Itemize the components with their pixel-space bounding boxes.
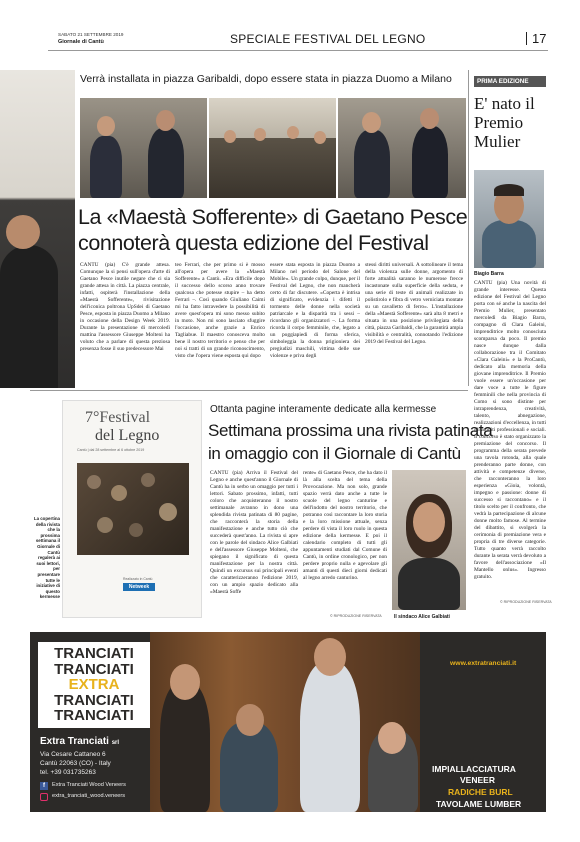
ad-logo-line-2: TRANCIATI [54,660,134,678]
magazine-sponsor-label: Realizzato in Cantù [123,577,153,581]
ad-phone: tel. +39 031735263 [40,769,96,776]
header-section: SPECIALE FESTIVAL DEL LEGNO [230,32,426,46]
header-divider [526,32,527,45]
ad-instagram[interactable]: extra_tranciati_wood.veneers [52,793,126,799]
sidebar-tag: PRIMA EDIZIONE [474,76,546,87]
magazine-sponsor-logo: Netweek [123,583,155,591]
ad-tagline-3: RADICHE BURL [448,787,513,797]
sidebar-headline: E' nato il Premio Mulier [474,94,535,151]
page-number: 17 [532,31,547,46]
ad-tagline-4: TAVOLAME LUMBER [436,799,522,809]
ad-company: Extra Tranciati [40,736,109,747]
magazine-logo-line2: del Legno [95,427,160,444]
page-header [48,28,548,52]
lead-column-4: stessi diritti universali. A sottolineare il tema della violenza sulle donne, argomento di forte attualità saranno le numerose frecce incastonate sulla superficie della seduta, e una serie di teste di animali realizzate in polistirolo e fibra di vetro verniciata montate su un cavalletto di ferro». L'installazione della «Maestà Sofferente» sarà alta 8 metri e situata in una posizione privilegiata della città, piazza Garibaldi, che la garantirà ampia visibilità e centralità, connotando l'edizione 2019 del Festival del Legno. [365,262,463,345]
lead-kicker: Verrà installata in piazza Garibaldi, dopo essere stata in piazza Duomo a Milano [80,73,452,85]
sidebar-body: CANTÙ (pia) Una novità di grande interesse. Questa edizione del Festival del Legno porta con sé anche la nascita del Premio Mulier, presentato mercoledì da Biagio Barra, compagno di Clara Galeini, imprenditrice molto conosciuta scomparsa da poco. Il premio nasce dunque dalla collaborazione tra il Comitato «Clara Galeini» e la ProCantù, dedicato alla memoria della giovane imprenditrice. Il Premio vuole essere un'occasione per dare voce a tutte le figure femminili che nella provincia di Como si sono distinte per intraprendenza, creatività, talento, abnegazione, realizzazioni d'eccellenza, in tutti gli ambiti professionali e sociali. Il concorso è stato organizzato la premiazione del concorso. Il programma della serata prevede una tavola rotonda, alla quale prenderanno parte donne, con attività e competenze diverse, che racconteranno la loro esperienza «Gioia, volontà, impegno e passione: donne di successo si raccontano» e il titolo scelto per il confronto, che vedrà la partecipazione di alcune donne molto famose. Al termine del dibattito, si svolgerà la cerimonia di premiazione vera e propria di tre diverse categorie. Tutto quanto verrà raccolto durante la serata verrà devoluto a favore dell'associazione «Il Mantello onlus». Ingresso gratuito. [474,280,546,580]
lead-photo-3 [338,98,466,198]
magazine-logo-dates: Cantù | dal 28 settembre al 6 ottobre 2019 [77,448,145,452]
header-paper: Giornale di Cantù [58,39,104,45]
header-date: SABATO 21 SETTEMBRE 2019 [58,32,124,37]
lead-vertical-rule [468,70,469,386]
facebook-icon[interactable]: f [40,782,48,790]
lead-column-1: CANTÙ (pia) C'è grande attesa. Comunque la si pensi sull'opera d'arte di Gaetano Pesce inutile negare che ci sia grande attesa in città. La piazza centrale, infatti, ospiterà l'installazione della «Maestà Sofferente», rivisitazione dell'iconica poltrona UpSdei di Gaetano Pesce, esposta in piazza Duomo a Milano in occasione della Design Week 2019. Durante la presentazione di mercoledì mattina l'assessore Giuseppe Molteni ha voluto che a parlare di questa preziosa presenza fosse il suo predecessore Mai [80,262,170,352]
ad-address-2: Cantù 22063 (CO) - Italy [40,760,111,767]
left-bleed-photo [0,70,75,388]
lead-photo-1 [80,98,207,198]
lead-headline-1: La «Maestà Sofferente» di Gaetano Pesce [78,205,468,229]
ad-company-suffix: srl [111,740,120,746]
lead-photo-2 [209,98,336,198]
ad-logo-line-5: TRANCIATI [54,707,134,724]
magazine-headline-2: in omaggio con il Giornale di Cantù [208,444,461,463]
magazine-kicker: Ottanta pagine interamente dedicate alla kermesse [210,404,437,415]
ad-logo-line-4: TRANCIATI [54,691,134,709]
instagram-icon[interactable] [40,793,48,801]
magazine-column-2: rente» di Gaetano Pesce, che ha dato il là alla scelta del tema della Provocazione. Ma non solo, grande spazio verrà dato anche a tutte le scuole del legno canturine e dell'indotto del nostro territorio, che potranno così raccontare la loro storia e la loro missione attuale, senza perdere di vista il loro ruolo in questa edizione della kermesse. E poi il calendario completo di tutti gli appuntamenti studiati dal Comune di Cantù, in ordine cronologico, per non perdere proprio nulla e agevolare gli amanti di questi dieci giorni dedicati al legno arredo canturino. [303,470,387,581]
ad-logo-box [38,642,150,728]
ad-tagline-1: IMPIALLACCIATURA [432,764,516,774]
ad-photo-background [150,632,420,812]
sidebar-copyright: © RIPRODUZIONE RISERVATA [500,600,552,604]
ad-logo-line-1: TRANCIATI [54,645,134,662]
ad-company-name [40,736,119,747]
ad-website[interactable]: www.extratranciati.it [450,660,517,667]
header-rule [48,50,548,51]
magazine-cover-image [77,463,189,555]
magazine-copyright: © RIPRODUZIONE RISERVATA [330,614,382,618]
magazine-column-1: CANTÙ (pia) Arriva il Festival del Legno e anche quest'anno il Giornale di Cantù ha in serbo un omaggio per tutti i lettori. Sabato prossimo, infatti, tutti coloro che acquisteranno il nostro settimanale avranno in dono una splendida rivista patinata di 80 pagine, che racconterà la storia della manifestazione e anche tutto ciò che succederà quest'anno. La rivista si apre con le parole del sindaco Alice Galbiati e dell'assessore Giuseppe Molteni, che spiegano il significato di questa manifestazione per la nostra città. Quindi un excursus sui principali eventi che caratterizzeranno l'edizione 2019, con un ampio spazio dedicato alla «Maestà Soffe [210,470,298,595]
magazine-cover-box [62,400,202,618]
ad-tagline-2: VENEER [460,775,495,785]
sidebar-portrait [474,170,544,268]
ad-address-1: Via Cesare Cattaneo 6 [40,751,106,758]
lead-column-3: essere stata esposta in piazza Duomo a Milano nel periodo del Salone del Mobile». Un grande colpo, dunque, per il Festival del Legno, che non mancherà certo di far discutere. «Coperta è intrisa di significato, evidenzia i difetti il tormento delle donne nella società patriarcale e la disparità tra i sessi – ricordano gli organizzatori –. La forma ricorda il corpo femminile, che, legato a un poggiapiedi di forma sferica, simboleggia la donna prigioniera dei pregiudizi maschili, vittima delle sue violenze e priva degli [270,262,360,359]
lead-column-2: teo Ferrari, che per primo si è mosso all'opera per avere la «Maestà Sofferente» a Cantù. «Era difficile dopo il successo dello scorso anno trovare qualcosa che potesse stupire – ha detto Ferrari –. Così quando Giuliano Caimi mi ha fatto intravedere la possibilità di avere quest'opera mi sono messo subito in moto. Non mi sono lasciato sfuggire l'occasione, anche grazie a Enrico Tagliabue. Il maestro conosceva molto bene il nostro territorio e penso che per noi si tratti di un grande riconoscimento, visto che l'opera viene esposta qui dopo [175,262,265,359]
ad-facebook[interactable]: Extra Tranciati Wood Veneers [52,782,126,788]
ad-logo-line-3: EXTRA [68,676,120,693]
magazine-logo-line1: 7°Festival [85,409,151,426]
section-divider [30,390,468,391]
magazine-headline-1: Settimana prossima una rivista patinata [208,421,493,440]
lead-photo-strip [80,98,466,198]
advertisement [30,632,546,812]
magazine-caption: La copertina della rivista che la prossima settimana il Giornale di Cantù regalerà ai suoi lettori, per presentare tutte le iniziative di questo kermesse [33,516,60,600]
mayor-caption: Il sindaco Alice Galbiati [394,614,450,620]
mayor-portrait [392,470,466,610]
sidebar-caption: Biagio Barra [474,271,504,277]
lead-headline-2: connoterà questa edizione del Festival [78,231,429,255]
